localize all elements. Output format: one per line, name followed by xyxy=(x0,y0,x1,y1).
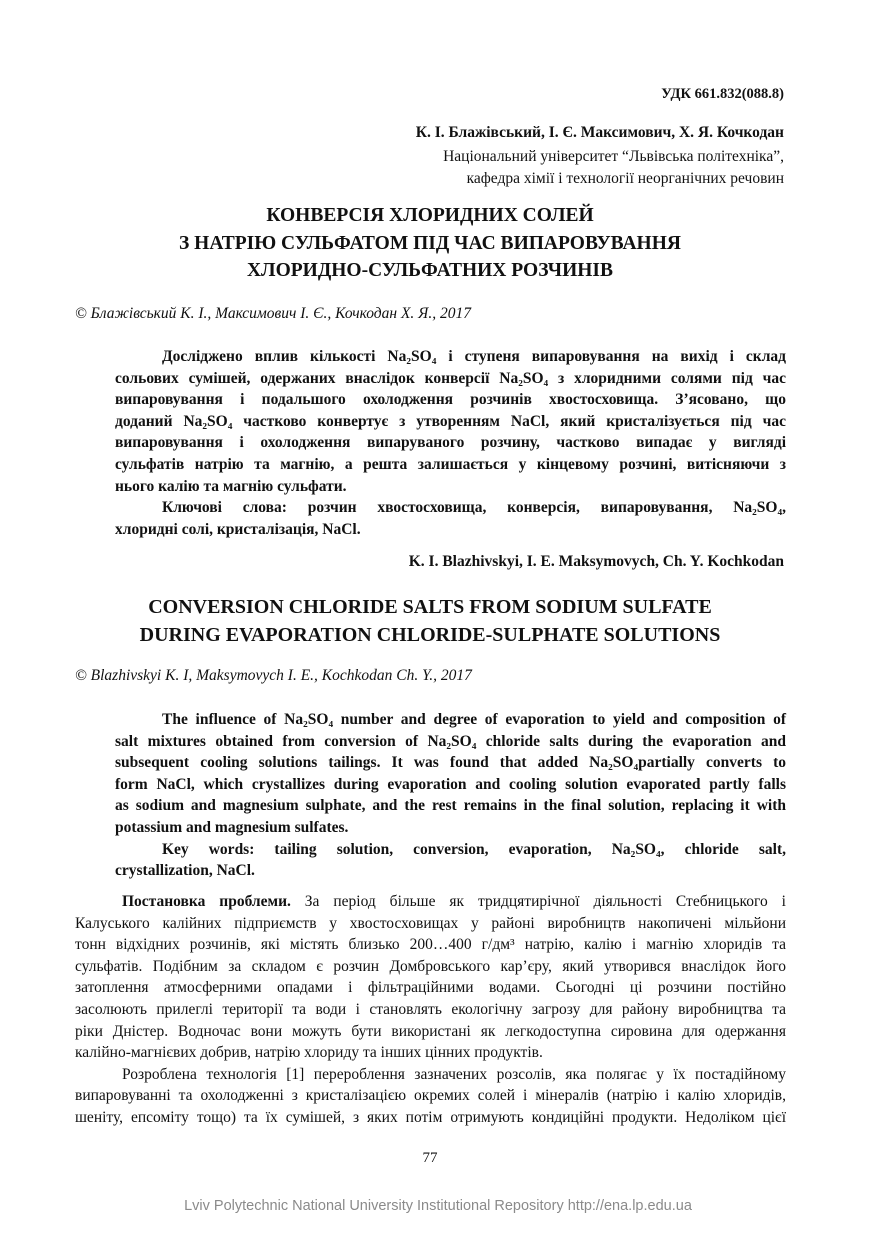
title-line: DURING EVAPORATION CHLORIDE-SULPHATE SOLUTIONS xyxy=(139,623,721,646)
title-line: ХЛОРИДНО-СУЛЬФАТНИХ РОЗЧИНІВ xyxy=(246,260,614,281)
body-line: сульфатів. Подібним за складом є розчин Домбровського кар’єру, який утворився внаслідок його xyxy=(75,957,786,975)
abstract-line: випаровування і подальшого охолодження розчинів хвостосховища. З’ясовано, що xyxy=(115,391,786,409)
body-line: Калуського калійних підприємств у хвостосховищах у районі виробництв накопичені мільйони xyxy=(75,914,786,932)
authors-ua: К. І. Блажівський, І. Є. Максимович, Х. Я. Кочкодан xyxy=(415,124,784,141)
abstract-line: сульфатів натрію та магнію, а решта залишається у кінцевому розчині, витісняючи з xyxy=(115,455,786,473)
abstract-line: as sodium and magnesium sulphate, and the rest remains in the final solution, replacing it with xyxy=(115,797,786,815)
body-line: випаровуванні та охолодженні з кристалізацією окремих солей і мінералів (натрію і калію хлоридів, xyxy=(75,1087,786,1105)
abstract-en xyxy=(115,709,786,882)
section-heading: Постановка проблеми. xyxy=(122,893,291,910)
affiliation xyxy=(443,146,784,190)
udc-code: УДК 661.832(088.8) xyxy=(661,86,784,102)
affiliation-line: Національний університет “Львівська політехніка”, xyxy=(443,148,784,165)
abstract-line: The influence of Na₂SO₄ number and degree of evaporation to yield and composition of xyxy=(162,711,786,728)
abstract-ua xyxy=(115,346,786,540)
text-run: За період більше як тридцятирічної діяльності Стебницького і xyxy=(290,893,786,910)
abstract-line: доданий Na₂SO₄ частково конвертує з утворенням NaCl, який кристалізується під час xyxy=(115,412,786,430)
copyright-en: © Blazhivskyi K. I, Maksymovych I. E., Kochkodan Ch. Y., 2017 xyxy=(75,667,472,684)
repository-footer: Lviv Polytechnic National University Institutional Repository http://ena.lp.edu.ua xyxy=(184,1198,692,1214)
title-ua xyxy=(0,202,860,285)
keywords-line: хлоридні солі, кристалізація, NaCl. xyxy=(115,520,361,538)
body-line: шеніту, епсоміту тощо) та їх сумішей, з яких потім отримують кондиційні продукти. Недоліком цієї xyxy=(75,1108,786,1126)
copyright-ua: © Блажівський К. І., Максимович І. Є., Кочкодан Х. Я., 2017 xyxy=(75,305,471,322)
body-line: калійно-магнієвих добрив, натрію хлориду та інших цінних продуктів. xyxy=(75,1044,543,1062)
abstract-line: сольових сумішей, одержаних внаслідок конверсії Na₂SO₄ з хлоридними солями під час xyxy=(115,369,786,387)
abstract-line: нього калію та магнію сульфати. xyxy=(115,477,347,495)
body-line: ріки Дністер. Водночас вони можуть бути використані як легкодоступна сировина для одержання xyxy=(75,1022,786,1040)
keywords-line: Key words: tailing solution, conversion, evaporation, Na₂SO₄, chloride salt, xyxy=(162,840,786,858)
authors-en: K. I. Blazhivskyi, I. E. Maksymovych, Ch. Y. Kochkodan xyxy=(408,553,784,570)
title-en xyxy=(0,594,860,649)
abstract-line: Досліджено вплив кількості Na₂SO₄ і ступеня випаровування на вихід і склад xyxy=(162,348,786,365)
body-line: затоплення атмосферними опадами і фільтраційними водами. Сьогодні ці розчини постійно xyxy=(75,979,786,997)
keywords-line: Ключові слова: розчин хвостосховища, конверсія, випаровування, Na₂SO₄, xyxy=(162,499,786,517)
body-line: засолюють прилеглі території та води і становлять екологічну загрозу для району виробництва та xyxy=(75,1000,786,1018)
title-line: З НАТРІЮ СУЛЬФАТОМ ПІД ЧАС ВИПАРОВУВАННЯ xyxy=(179,232,681,254)
affiliation-line: кафедра хімії і технології неорганічних речовин xyxy=(466,170,784,187)
keywords-line: crystallization, NaCl. xyxy=(115,862,255,880)
abstract-line: випаровування і охолодження випаруваного розчину, частково випадає у вигляді xyxy=(115,434,786,452)
title-line: CONVERSION CHLORIDE SALTS FROM SODIUM SULFATE xyxy=(148,596,712,618)
title-line: КОНВЕРСІЯ ХЛОРИДНИХ СОЛЕЙ xyxy=(266,205,594,226)
body-line: Розроблена технологія [1] перероблення зазначених розсолів, яка полягає у їх постадійному xyxy=(122,1065,786,1083)
abstract-line: form NaCl, which crystallizes during evaporation and cooling solution evaporated partly falls xyxy=(115,775,786,793)
body-line: тонн відхідних розчинів, які містять близько 200…400 г/дм³ натрію, калію і магнію хлоридів та xyxy=(75,936,786,954)
body-text xyxy=(75,891,786,1129)
page-number: 77 xyxy=(422,1150,438,1166)
abstract-line: salt mixtures obtained from conversion of Na₂SO₄ chloride salts during the evaporation and xyxy=(115,732,786,750)
abstract-line: subsequent cooling solutions tailings. It was found that added Na₂SO₄partially converts to xyxy=(115,754,786,772)
paragraph-first-line xyxy=(75,891,786,913)
abstract-line: potassium and magnesium sulfates. xyxy=(115,818,349,836)
